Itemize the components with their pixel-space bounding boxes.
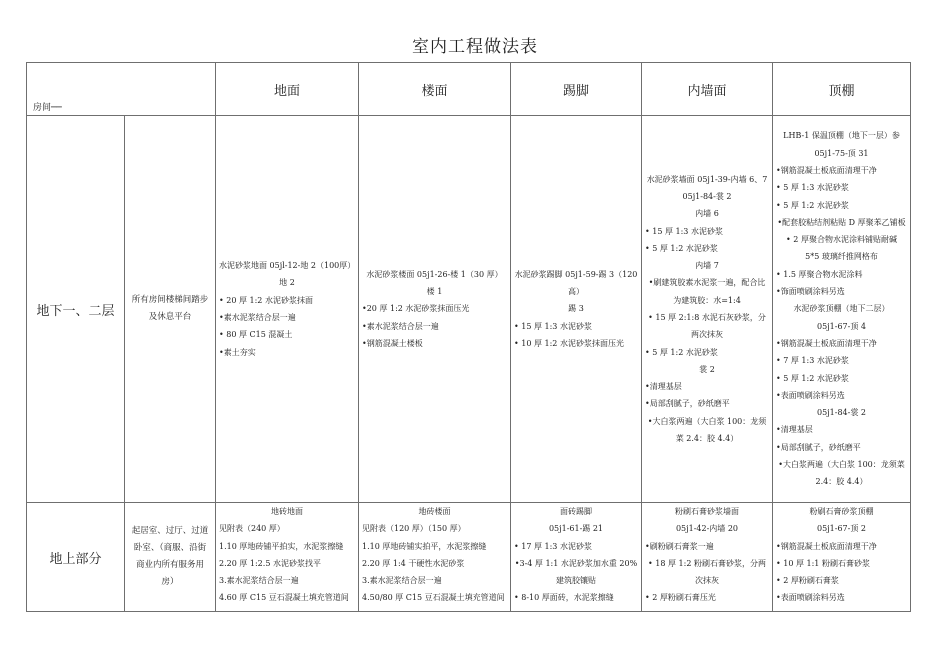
spec-line: 内墙 6 <box>695 209 719 219</box>
spec-line: 楼 1 <box>426 287 443 297</box>
spec-line: 见附表（240 厚） <box>219 524 285 534</box>
spec-line: •素水泥浆结合层一遍 <box>362 321 439 331</box>
header-ceiling: 顶棚 <box>773 63 911 116</box>
spec-line: 水泥砂浆踢脚 05j1-59-踢 3（120 高） <box>514 269 638 297</box>
spec-line: 5*5 玻璃纤推网格布 <box>805 252 878 262</box>
spec-line: •钢筋混凝土楼板 <box>362 338 423 348</box>
spec-line: 面砖踢脚 <box>560 507 592 516</box>
spec-line: •大白浆两遍（大白浆 100：龙须菜 2.4：胶 4.4） <box>778 460 905 487</box>
spec-line: • 20 厚 1:2 水泥砂浆抹面 <box>219 295 313 305</box>
spec-line: • 80 厚 C15 混凝土 <box>219 330 293 340</box>
spec-line: •20 厚 1:2 水泥砂浆抹面压光 <box>362 304 470 314</box>
spec-cell-floor <box>359 116 511 503</box>
spec-line: •局部刮腻子，砂纸磨平 <box>645 399 730 409</box>
spec-line: • 18 厚 1:2 粉刷石膏砂浆，分两次抹灰 <box>648 558 766 586</box>
spec-line: •钢筋混凝土板底面清理干净 <box>776 338 877 348</box>
spec-line: • 5 厚 1:2 水泥砂浆 <box>776 373 849 383</box>
spec-line: 2.20 厚 1:2.5 水泥砂浆找平 <box>219 558 321 568</box>
floor-label: 地上部分 <box>27 503 125 612</box>
spec-line: •清理基层 <box>776 425 813 435</box>
spec-line: • 7 厚 1:3 水泥砂浆 <box>776 356 849 366</box>
spec-line: •钢筋混凝土板底面清理干净 <box>776 165 877 175</box>
scope-label: 所有房间楼梯间踏步及休息平台 <box>125 116 216 503</box>
spec-line: •清理基层 <box>645 382 682 392</box>
spec-line: • 5 厚 1:2 水泥砂浆 <box>776 200 849 210</box>
spec-line: •表面喷刷涂料另选 <box>776 593 845 603</box>
spec-cell-skirting <box>511 503 642 612</box>
spec-line: • 2 厚粉刷石膏压光 <box>645 593 716 603</box>
spec-line: •3-4 厚 1:1 水泥砂浆加水重 20%建筑胶镶贴 <box>514 558 638 586</box>
spec-line: 05j1-67-顶 4 <box>817 321 866 331</box>
spec-line: 内墙 7 <box>695 261 719 271</box>
spec-line: • 2 厚聚合物水泥涂料铺贴耐碱 <box>786 235 897 245</box>
spec-line: 水泥砂浆墙面 05j1-39-内墙 6、7 <box>646 174 768 184</box>
spec-cell-interior-wall <box>642 116 773 503</box>
spec-line: •局部刮腻子，砂纸磨平 <box>776 442 861 452</box>
spec-line: 1.10 厚地砖铺平拍实，水泥浆擦缝 <box>219 541 344 551</box>
spec-line: 水泥砂浆顶棚（地下二层） <box>793 304 890 314</box>
spec-line: •素水泥浆结合层一遍 <box>219 313 296 322</box>
spec-line: 地砖地面 <box>271 507 303 516</box>
spec-line: • 17 厚 1:3 水泥砂浆 <box>514 541 592 551</box>
spec-line: 2.20 厚 1:4 干硬性水泥砂浆 <box>362 558 465 568</box>
spec-cell-skirting <box>511 116 642 503</box>
spec-line: •刷建筑胶素水泥浆一遍，配合比为建筑胶：水=1:4 <box>648 278 766 305</box>
spec-line: 水泥砂浆楼面 05j1-26-楼 1（30 厚） <box>366 269 503 279</box>
spec-line: 05j1-42-内墙 20 <box>675 524 739 534</box>
spec-line: 05j1-84-裳 2 <box>817 408 866 418</box>
header-skirting: 踢脚 <box>511 63 642 116</box>
spec-cell-ceiling <box>773 503 911 612</box>
spec-line: 粉刷石膏砂浆墙面 <box>675 507 739 516</box>
spec-line: • 15 厚 1:3 水泥砂浆 <box>514 321 592 331</box>
header-ground: 地面 <box>216 63 359 116</box>
spec-cell-ground <box>216 503 359 612</box>
spec-cell-ground <box>216 116 359 503</box>
spec-line: •表面喷刷涂料另选 <box>776 390 845 400</box>
spec-line: 1.10 厚地砖铺实拍平，水泥浆擦缝 <box>362 541 487 551</box>
spec-line: 裳 2 <box>699 364 715 374</box>
header-interior-wall: 内墙面 <box>642 63 773 116</box>
finish-schedule-table <box>26 62 911 612</box>
spec-line: 05j1-84-裳 2 <box>682 191 732 201</box>
spec-line: • 15 厚 2:1:8 水泥石灰砂浆，分两次抹灰 <box>648 313 766 340</box>
spec-line: • 1.5 厚聚合物水泥涂料 <box>776 269 863 279</box>
spec-line: 踢 3 <box>568 304 584 314</box>
spec-cell-interior-wall <box>642 503 773 612</box>
spec-line: 粉刷石膏砂浆顶棚 <box>809 507 874 516</box>
header-corner <box>27 63 216 116</box>
spec-line: 05j1-75-顶 31 <box>814 148 869 158</box>
spec-line: 3.素水泥浆结合层一遍 <box>219 576 299 586</box>
spec-line: •钢筋混凝土板底面清理干净 <box>776 541 877 551</box>
spec-line: 05j1-61-踢 21 <box>548 524 604 534</box>
spec-line: • 5 厚 1:2 水泥砂浆 <box>645 243 718 253</box>
spec-cell-floor <box>359 503 511 612</box>
spec-line: 4.60 厚 C15 豆石混凝土填充管道间 <box>219 593 349 603</box>
table-row <box>27 116 911 503</box>
spec-line: • 10 厚 1:1 粉刷石膏砂浆 <box>776 558 870 568</box>
spec-line: • 2 厚粉刷石膏浆 <box>776 576 839 586</box>
spec-line: 3.素水泥浆结合层一遍 <box>362 576 442 586</box>
spec-line: 4.50/80 厚 C15 豆石混凝土填充管道间 <box>362 593 505 603</box>
spec-line: 地砖楼面 <box>418 507 451 516</box>
header-floor: 楼面 <box>359 63 511 116</box>
table-row <box>27 503 911 612</box>
spec-line: 地 2 <box>279 278 295 288</box>
spec-cell-ceiling <box>773 116 911 503</box>
spec-line: • 8-10 厚面砖，水泥浆擦缝 <box>514 593 614 603</box>
document-title: 室内工程做法表 <box>412 37 538 57</box>
header-row <box>27 63 911 116</box>
spec-line: LHB-1 保温顶棚（地下一层）参 <box>783 131 900 141</box>
spec-line: • 5 厚 1:3 水泥砂浆 <box>776 183 849 193</box>
spec-line: •饰面喷刷涂料另选 <box>776 287 845 297</box>
spec-line: •刷粉刷石膏浆一遍 <box>645 541 714 551</box>
spec-line: •配套胶粘结剂粘贴 D 厚聚苯乙铺板 <box>777 217 906 227</box>
spec-line: 水泥砂浆地面 05jl-12-地 2（100厚） <box>219 261 356 271</box>
spec-line: • 15 厚 1:3 水泥砂浆 <box>645 226 723 236</box>
spec-line: 见附表（120 厚）（150 厚） <box>362 524 466 534</box>
scope-label: 起居室、过厅、过道卧室、（商服、沿街商业内所有服务用房） <box>125 503 216 612</box>
floor-label: 地下一、二层 <box>27 116 125 503</box>
spec-line: 05j1-67-顶 2 <box>817 524 866 534</box>
spec-line: •大白浆两遍（大白浆 100：龙须菜 2.4：胶 4.4） <box>647 416 767 444</box>
corner-label: 房间── <box>33 103 62 113</box>
spec-line: • 5 厚 1:2 水泥砂浆 <box>645 347 718 357</box>
spec-line: • 10 厚 1:2 水泥砂浆抹面压光 <box>514 338 624 348</box>
spec-line: •素土夯实 <box>219 347 256 357</box>
